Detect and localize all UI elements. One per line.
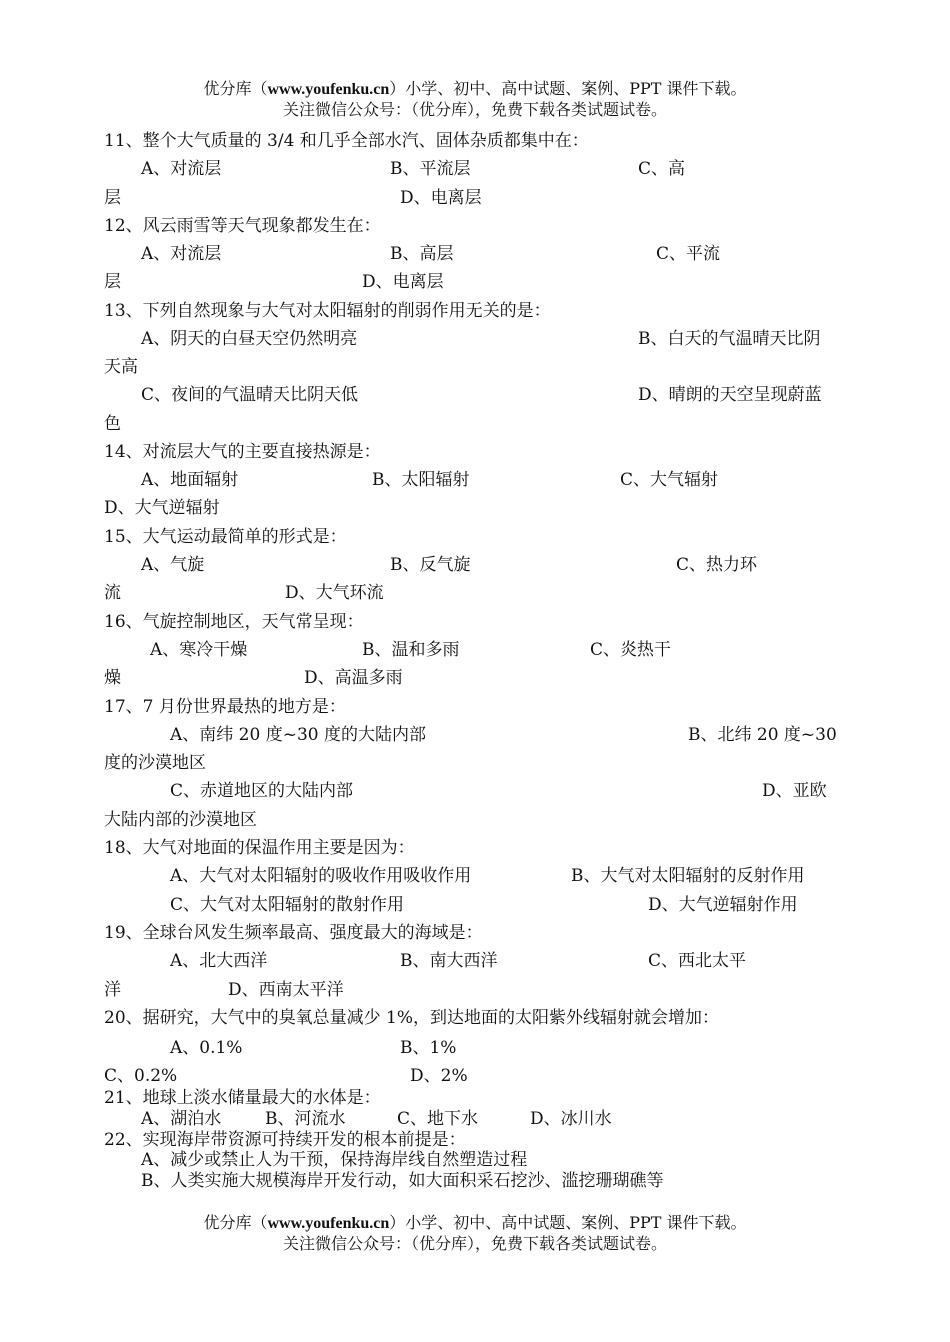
q19-option-c-wrap: 洋 — [104, 980, 121, 1000]
q17-option-b-wrap: 度的沙漠地区 — [104, 753, 206, 773]
q15-option-a: A、气旋 — [141, 555, 205, 575]
q16-option-c-wrap: 燥 — [104, 668, 121, 688]
footer-prefix: 优分库（ — [203, 1213, 268, 1232]
q11-stem: 11、整个大气质量的 3/4 和几乎全部水汽、固体杂质都集中在： — [104, 131, 589, 151]
q21-option-a: A、湖泊水 — [141, 1109, 222, 1129]
q21-option-d: D、冰川水 — [530, 1109, 612, 1129]
q19-option-a: A、北大西洋 — [170, 951, 268, 971]
q14-option-d: D、大气逆辐射 — [104, 498, 220, 518]
q20-option-a: A、0.1% — [170, 1038, 243, 1058]
page-header-line-1 — [0, 78, 950, 100]
q11-option-a: A、对流层 — [141, 159, 222, 179]
q15-option-b: B、反气旋 — [390, 555, 471, 575]
q19-option-b: B、南大西洋 — [400, 951, 498, 971]
q15-option-d: D、大气环流 — [285, 583, 384, 603]
q20-stem: 20、据研究，大气中的臭氧总量减少 1%，到达地面的太阳紫外线辐射就会增加： — [104, 1008, 720, 1028]
q15-option-c-wrap: 流 — [104, 583, 121, 603]
q16-option-b: B、温和多雨 — [362, 640, 460, 660]
q21-stem: 21、地球上淡水储量最大的水体是： — [104, 1088, 381, 1108]
q13-option-d: D、晴朗的天空呈现蔚蓝 — [638, 385, 822, 405]
q19-stem: 19、全球台风发生频率最高、强度最大的海域是： — [104, 923, 483, 943]
q18-option-c: C、大气对太阳辐射的散射作用 — [170, 895, 405, 915]
q17-option-a: A、南纬 20 度~30 度的大陆内部 — [170, 725, 426, 745]
q20-option-c: C、0.2% — [104, 1066, 178, 1086]
footer-suffix: ）小学、初中、高中试题、案例、PPT 课件下载。 — [389, 1213, 747, 1232]
q22-option-b: B、人类实施大规模海岸开发行动，如大面积采石挖沙、滥挖珊瑚礁等 — [141, 1171, 664, 1191]
q22-stem: 22、实现海岸带资源可持续开发的根本前提是： — [104, 1130, 466, 1150]
header-prefix: 优分库（ — [203, 79, 268, 98]
header-suffix: ）小学、初中、高中试题、案例、PPT 课件下载。 — [389, 79, 747, 98]
q13-option-d-wrap: 色 — [104, 414, 121, 434]
q16-option-a: A、寒冷干燥 — [150, 640, 248, 660]
q14-option-c: C、大气辐射 — [620, 470, 719, 490]
q18-option-d: D、大气逆辐射作用 — [648, 895, 798, 915]
q13-option-c: C、夜间的气温晴天比阴天低 — [141, 385, 359, 405]
q13-option-b: B、白天的气温晴天比阴 — [638, 329, 821, 349]
q16-stem: 16、气旋控制地区，天气常呈现： — [104, 612, 364, 632]
q17-stem: 17、7 月份世界最热的地方是： — [104, 697, 346, 717]
q14-option-a: A、地面辐射 — [141, 470, 239, 490]
q20-option-d: D、2% — [410, 1066, 468, 1086]
q18-option-a: A、大气对太阳辐射的吸收作用吸收作用 — [170, 866, 472, 886]
q21-option-c: C、地下水 — [397, 1109, 479, 1129]
q17-option-b: B、北纬 20 度~30 — [688, 725, 837, 745]
q11-option-c-wrap: 层 — [104, 188, 121, 208]
q12-stem: 12、风云雨雪等天气现象都发生在： — [104, 216, 381, 236]
q13-option-a: A、阴天的白昼天空仍然明亮 — [141, 329, 358, 349]
q17-option-d-wrap: 大陆内部的沙漠地区 — [104, 810, 257, 830]
q15-stem: 15、大气运动最简单的形式是： — [104, 527, 347, 547]
q17-option-d: D、亚欧 — [762, 781, 827, 801]
q12-option-d: D、电离层 — [362, 272, 444, 292]
q12-option-a: A、对流层 — [141, 244, 222, 264]
q20-option-b: B、1% — [400, 1038, 457, 1058]
q12-option-c-wrap: 层 — [104, 272, 121, 292]
q11-option-d: D、电离层 — [400, 188, 482, 208]
q19-option-d: D、西南太平洋 — [228, 980, 344, 1000]
q15-option-c: C、热力环 — [676, 555, 758, 575]
q16-option-c: C、炎热干 — [590, 640, 672, 660]
q14-option-b: B、太阳辐射 — [372, 470, 470, 490]
q18-option-b: B、大气对太阳辐射的反射作用 — [571, 866, 805, 886]
q11-option-c: C、高 — [638, 159, 686, 179]
q17-option-c: C、赤道地区的大陆内部 — [170, 781, 354, 801]
q12-option-b: B、高层 — [390, 244, 454, 264]
footer-url: www.youfenku.cn — [267, 1215, 390, 1232]
q13-option-b-wrap: 天高 — [104, 357, 138, 377]
q19-option-c: C、西北太平 — [648, 951, 747, 971]
q12-option-c: C、平流 — [656, 244, 721, 264]
q21-option-b: B、河流水 — [265, 1109, 346, 1129]
q14-stem: 14、对流层大气的主要直接热源是： — [104, 442, 381, 462]
page-header-line-2: 关注微信公众号：（优分库），免费下载各类试题试卷。 — [282, 100, 667, 119]
q18-stem: 18、大气对地面的保温作用主要是因为： — [104, 838, 415, 858]
page-footer-line-1 — [0, 1212, 950, 1234]
q22-option-a: A、减少或禁止人为干预，保持海岸线自然塑造过程 — [141, 1150, 528, 1170]
page-footer-line-2: 关注微信公众号：（优分库），免费下载各类试题试卷。 — [282, 1234, 667, 1253]
header-url: www.youfenku.cn — [267, 81, 390, 98]
q11-option-b: B、平流层 — [390, 159, 471, 179]
q16-option-d: D、高温多雨 — [304, 668, 403, 688]
q13-stem: 13、下列自然现象与大气对太阳辐射的削弱作用无关的是： — [104, 301, 551, 321]
